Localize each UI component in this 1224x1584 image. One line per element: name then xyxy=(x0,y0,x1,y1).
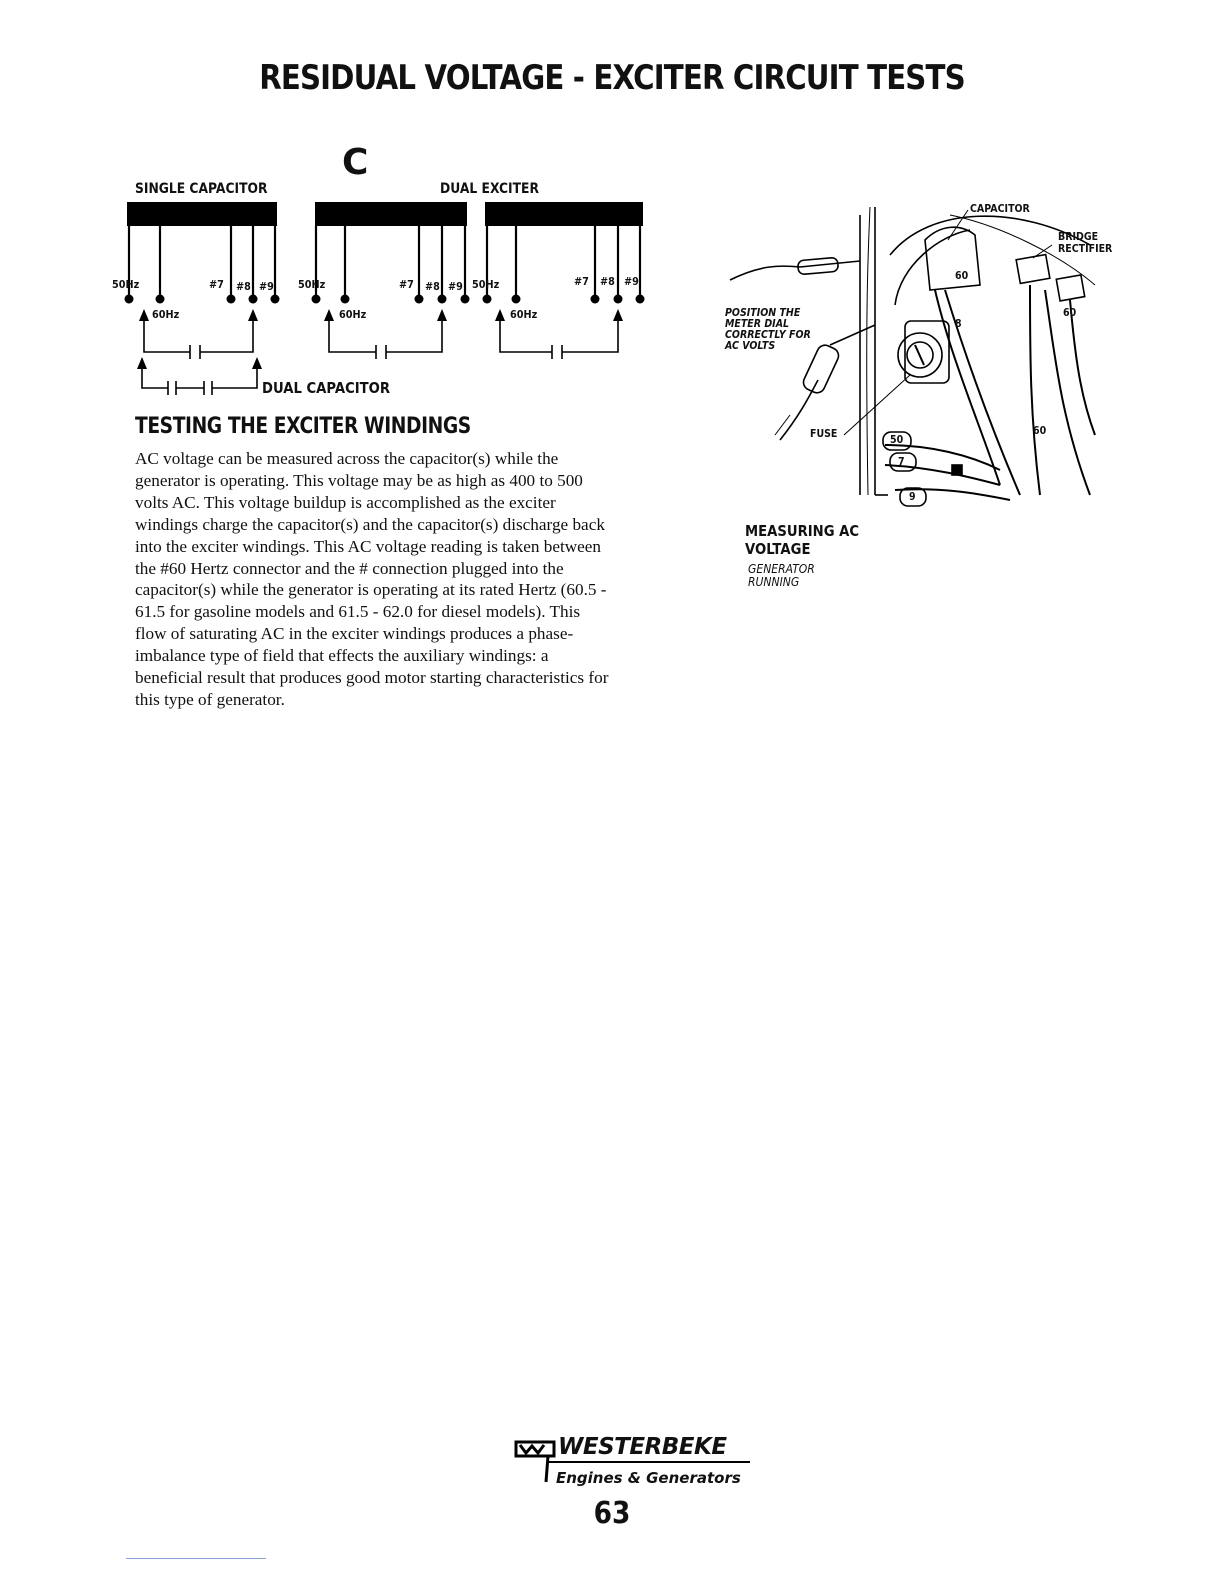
brand-tagline: Engines & Generators xyxy=(556,1469,741,1487)
brand-underline xyxy=(547,1461,750,1463)
terminal-7-dual-b: #7 xyxy=(574,275,589,288)
section-body xyxy=(135,448,615,711)
terminal-60hz-dual-a: 60Hz xyxy=(339,308,367,321)
terminal-8-single: #8 xyxy=(236,280,251,293)
tag-50: 50 xyxy=(890,434,904,446)
exciter-wiring-diagram xyxy=(110,195,660,400)
single-capacitor-label: SINGLE CAPACITOR xyxy=(135,181,268,197)
brand-name: WESTERBEKE xyxy=(558,1434,727,1460)
tag-9: 9 xyxy=(909,491,916,503)
capacitor-label: CAPACITOR xyxy=(970,203,1030,215)
dual-exciter-label: DUAL EXCITER xyxy=(440,181,539,197)
terminal-7-single: #7 xyxy=(209,278,224,291)
terminal-8-dual-a: #8 xyxy=(425,280,440,293)
tag-60-right: 60 xyxy=(1063,307,1077,319)
bridge-label: BRIDGE xyxy=(1058,231,1099,243)
section-letter: C xyxy=(342,142,369,183)
terminal-60hz-single: 60Hz xyxy=(152,308,180,321)
footer-rule xyxy=(126,1558,266,1559)
tag-60-top: 60 xyxy=(955,270,969,282)
measuring-ac-voltage-illustration xyxy=(700,195,1100,525)
body-paragraph: AC voltage can be measured across the capacitor(s) while the generator is operating. This voltage may be as high as 400 to 500 volts AC. This voltage buildup is accomplished as the exciter windings charge the capacitor(s) and the capacitor(s) discharge back into the exciter windings. This AC voltage reading is taken between the #60 Hertz connector and the # connection plugged into the capacitor(s) while the generator is operating at its rated Hertz (60.5 - 61.5 for gasoline models and 61.5 - 62.0 for diesel models). This flow of saturating AC in the exciter windings produces a phase-imbalance type of field that effects the auxiliary windings: a beneficial result that produces good motor starting characteristics for this type of generator. xyxy=(135,449,609,709)
tag-7: 7 xyxy=(898,456,905,468)
terminal-9-dual-b: #9 xyxy=(624,275,639,288)
tag-8: 8 xyxy=(955,318,962,330)
page-number: 63 xyxy=(593,1496,631,1531)
illustration-caption-sub: GENERATOR RUNNING xyxy=(748,562,815,589)
meter-dial-note: POSITION THE METER DIAL CORRECTLY FOR AC VOLTS xyxy=(725,307,811,352)
illustration-caption-title: MEASURING AC VOLTAGE xyxy=(745,522,860,558)
dual-capacitor-label: DUAL CAPACITOR xyxy=(262,379,391,397)
terminal-7-dual-a: #7 xyxy=(399,278,414,291)
terminal-9-dual-a: #9 xyxy=(448,280,463,293)
terminal-9-single: #9 xyxy=(259,280,274,293)
fuse-label: FUSE xyxy=(810,428,838,440)
tag-60-lower: 60 xyxy=(1033,425,1047,437)
rectifier-label: RECTIFIER xyxy=(1058,243,1113,255)
section-heading: TESTING THE EXCITER WINDINGS xyxy=(135,414,471,439)
single-capacitor-winding-bar xyxy=(127,202,277,226)
terminal-60hz-dual-b: 60Hz xyxy=(510,308,538,321)
terminal-50-dual-a: 50Hz xyxy=(298,278,326,291)
terminal-8-dual-b: #8 xyxy=(600,275,615,288)
page-title: RESIDUAL VOLTAGE - EXCITER CIRCUIT TESTS xyxy=(259,58,965,98)
dual-exciter-winding-bar-b xyxy=(485,202,643,226)
terminal-50-single: 50Hz xyxy=(112,278,140,291)
terminal-50-dual-b: 50Hz xyxy=(472,278,500,291)
dual-exciter-winding-bar-a xyxy=(315,202,467,226)
